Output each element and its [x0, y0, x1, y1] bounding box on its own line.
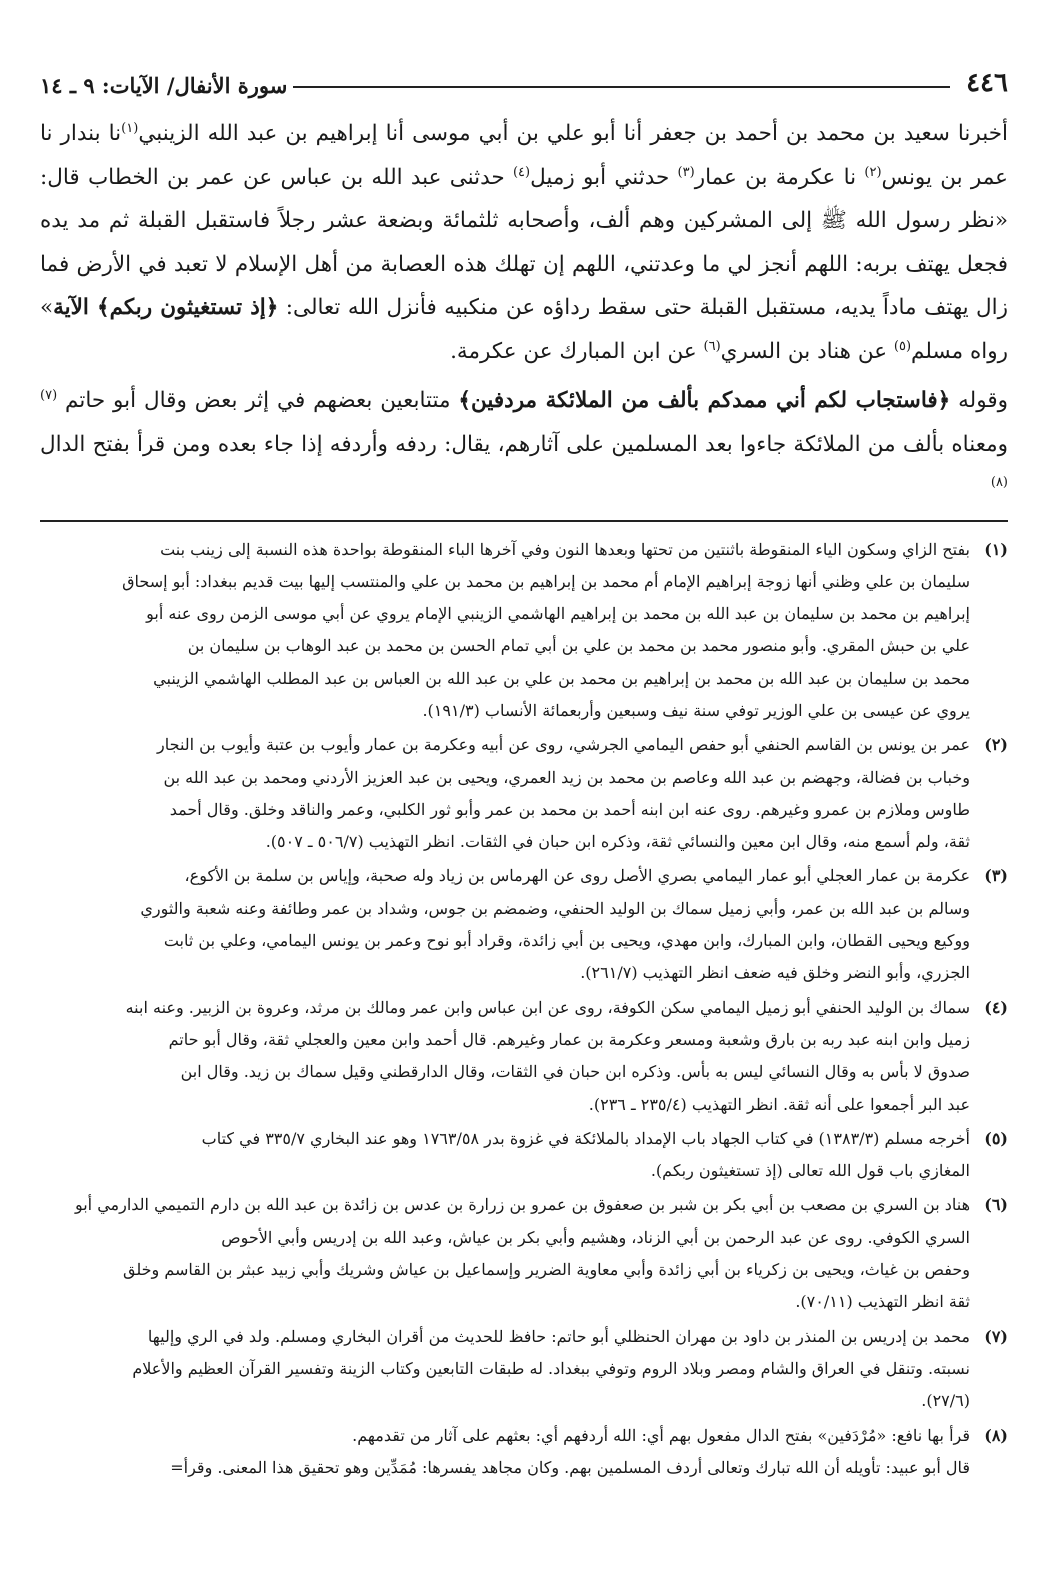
- footnote-text: [40, 1123, 970, 1188]
- paragraph-2: وقوله ﴿فاستجاب لكم أني ممدكم بألف من الملائكة مردفين﴾ متتابعين بعضهم في إثر بعض وقال أبو حاتم $^{(٧)}$ ومعناه بألف من الملائكة جاءوا بعد المسلمين على آثارهم، يقال: ردفه وأردفه إذا جاء بعده ومن قرأ بفتح الدال $^{(٨)}$: [40, 387, 1008, 490]
- footnote-ref: (١): [121, 120, 139, 136]
- footnote-line: ثقة، ولم أسمع منه، وقال ابن معين والنسائي ثقة، وذكره ابن حبان في الثقات. انظر التهذيب (٥٠٦/٧ ـ ٥٠٧).: [265, 832, 970, 852]
- footnote-number: (٥): [984, 1128, 1008, 1148]
- footnote: [40, 1321, 1008, 1418]
- footnotes: [40, 534, 1008, 1485]
- footnote-ref: (٥): [893, 338, 912, 354]
- footnote-line: قرأ بها نافع: «مُرْدَفين» بفتح الدال مفعول بهم أي: الله أردفهم أي: بعثهم على آثار من تقدمهم.: [352, 1425, 970, 1445]
- footnote-line: وحفص بن غياث، ويحيى بن زكرياء بن أبي زائدة وأبي معاوية الضرير وإسماعيل بن عياش وشريك وأبي زبيد عبثر بن القاسم وخلق: [123, 1260, 970, 1280]
- page-header: [40, 62, 1008, 98]
- footnote-ref: (٣): [677, 164, 695, 180]
- footnote-line: يروي عن عيسى بن علي الوزير توفي سنة نيف وسبعين وأربعمائة الأنساب (١٩١/٣).: [422, 700, 970, 720]
- footnote-line: بفتح الزاي وسكون الياء المنقوطة باثنتين من تحتها وبعدها النون وفي آخرها الباء المنقوطة بواحدة هذه النسبة إلى زينب بنت: [160, 539, 970, 559]
- quran-quote: ﴿فاستجاب لكم أني ممدكم بألف من الملائكة مردفين﴾: [458, 388, 951, 413]
- footnote-line: علي بن حبش المقري. وأبو منصور محمد بن محمد بن علي بن أبي تمام الحسن بن محمد بن عبد الوهاب بن سليمان بن: [187, 636, 970, 656]
- footnote: [40, 1420, 1008, 1485]
- footnote: [40, 860, 1008, 989]
- footnote-line: محمد بن إدريس بن المنذر بن داود بن مهران الحنظلي أبو حاتم: حافظ للحديث من أقران البخاري ومسلم. ولد في الري وإليها: [147, 1326, 970, 1346]
- footnote-line: وسالم بن عبد الله بن عمر، وأبي زميل سماك بن الوليد الحنفي، وضمضم بن جوس، وشداد بن عمر وطائفة وعنه شعبة والثوري: [140, 898, 970, 918]
- footnote: [40, 1123, 1008, 1188]
- footnote-ref: (٢): [864, 164, 882, 180]
- page-number: ٤٤٦: [966, 68, 1008, 98]
- footnote: [40, 534, 1008, 728]
- footnote-divider: [40, 520, 1008, 522]
- main-text: [40, 112, 1008, 510]
- footnote-number: (٦): [984, 1195, 1008, 1215]
- footnote: [40, 1189, 1008, 1318]
- quran-quote: ﴿إذ تستغيثون ربكم﴾ الآية: [53, 295, 279, 320]
- footnote-line: السري الكوفي. روى عن عبد الرحمن بن أبي الزناد، وهشيم وأبي بكر بن عياش، وعبد الله بن إدريس وأبي الأحوص: [221, 1227, 970, 1247]
- running-title: سورة الأنفال/ الآيات: ٩ ـ ١٤: [40, 73, 288, 98]
- footnote-number: (١): [984, 539, 1008, 559]
- header-rule: [293, 86, 950, 88]
- footnote: [40, 729, 1008, 858]
- footnote-number: (٤): [984, 997, 1008, 1017]
- footnote-line: عكرمة بن عمار العجلي أبو عمار اليمامي بصري الأصل روى عن الهرماس بن زياد وله صحبة، وإياس بن سلمة بن الأكوع،: [184, 866, 970, 886]
- footnote-text: [40, 534, 970, 728]
- footnote-line: المغازي باب قول الله تعالى (إذ تستغيثون ربكم).: [650, 1161, 970, 1181]
- footnote-text: [40, 1321, 970, 1418]
- footnote-text: [40, 1420, 970, 1485]
- footnote-line: ووكيع ويحيى القطان، وابن المبارك، وابن مهدي، ويحيى بن أبي زائدة، وقراد أبو نوح وعمر بن يونس اليمامي، وعلي بن ثابت: [163, 931, 970, 951]
- footnote-ref: (٧): [40, 387, 58, 403]
- footnote: [40, 992, 1008, 1121]
- footnote-line: نسبته. وتنقل في العراق والشام ومصر وبلاد الروم وتوفي ببغداد. له طبقات التابعين وكتاب الزينة وتفسير القرآن العظيم والأعلام: [132, 1358, 970, 1378]
- footnote-number: (٨): [984, 1425, 1008, 1445]
- footnote-ref: (٤): [512, 164, 531, 180]
- footnote-line: وخباب بن فضالة، وجهضم بن عبد الله وعاصم بن محمد بن زيد العمري، ويحيى بن عبد العزيز الأردني ومحمد بن عبد الله بن: [163, 767, 970, 787]
- footnote-line: عمر بن يونس بن القاسم الحنفي أبو حفص اليمامي الجرشي، روى عن أبيه وعكرمة بن عمار وأيوب بن عتبة وأيوب بن النجار: [157, 735, 970, 755]
- footnote-ref: (٦): [703, 338, 721, 354]
- footnote-line: محمد بن سليمان بن عبد الله بن محمد بن إبراهيم بن محمد بن علي بن عبد الله بن العباس بن عبد المطلب الهاشمي الزينبي: [153, 668, 970, 688]
- footnote-ref: (٨): [990, 474, 1008, 490]
- footnote-text: [40, 860, 970, 989]
- footnote-line: طاوس وملازم بن عمرو وغيرهم. روى عنه ابن ابنه أحمد بن محمد بن عمر وأبو ثور الكلبي، وعمر والناقد وخلق. وقال أحمد: [169, 799, 970, 819]
- footnote-line: الجزري، وأبو النضر وخلق فيه ضعف انظر التهذيب (٢٦١/٧).: [580, 963, 970, 983]
- footnote-text: [40, 729, 970, 858]
- footnote-text: [40, 1189, 970, 1318]
- footnote-line: صدوق لا بأس به وقال النسائي ليس به بأس. وذكره ابن حبان في الثقات، وقال الدارقطني وقيل سماك بن زيد. وقال ابن: [180, 1062, 970, 1082]
- footnote-line: ثقة انظر التهذيب (٧٠/١١).: [795, 1292, 970, 1312]
- footnote-text: [40, 992, 970, 1121]
- footnote-line: قال أبو عبيد: تأويله أن الله تبارك وتعالى أردف المسلمين بهم. وكان مجاهد يفسرها: مُمَدِّين وهو تحقيق هذا المعنى. وقرأ=: [170, 1457, 970, 1477]
- footnote-number: (٢): [984, 735, 1008, 755]
- footnote-number: (٧): [984, 1326, 1008, 1346]
- footnote-number: (٣): [984, 866, 1008, 886]
- footnote-line: عبد البر أجمعوا على أنه ثقة. انظر التهذيب (٢٣٥/٤ ـ ٢٣٦).: [588, 1094, 970, 1114]
- footnote-line: سليمان بن علي وظني أنها زوجة إبراهيم الإمام أم محمد بن إبراهيم بن محمد بن علي والمنتسب إليها بيت قديم ببغداد: أبو إسحاق: [122, 571, 970, 591]
- footnote-line: أخرجه مسلم (١٣٨٣/٣) في كتاب الجهاد باب الإمداد بالملائكة في غزوة بدر ١٧٦٣/٥٨ وهو عند البخاري ٣٣٥/٧ في كتاب: [201, 1128, 970, 1148]
- footnote-line: إبراهيم بن محمد بن سليمان بن عبد الله بن محمد بن إبراهيم الهاشمي الزينبي الإمام يروي عن أبي موسى الزمن روى عنه أبو: [146, 604, 970, 624]
- footnote-line: سماك بن الوليد الحنفي أبو زميل اليمامي سكن الكوفة، روى عن ابن عباس وابن عمر ومالك بن مرثد، وعروة بن الزبير. وعنه ابنه: [125, 997, 970, 1017]
- footnote-line: هناد بن السري بن مصعب بن أبي بكر بن شبر بن صعفوق بن عمرو بن زرارة بن عدس بن زائدة بن عبد الله بن دارم التميمي الدارمي أبو: [74, 1195, 970, 1215]
- paragraph-1: أخبرنا سعيد بن محمد بن أحمد بن جعفر أنا أبو علي بن أبي موسى أنا إبراهيم بن عبد الله الزينبي$^{(١)}$نا بندار نا عمر بن يونس$^{(٢)}$ نا عكرمة بن عمار$^{(٣)}$ حدثني أبو زميل$^{(٤)}$ حدثنى عبد الله بن عباس عن عمر بن الخطاب قال: «نظر رسول الله ﷺ إلى المشركين وهم ألف، وأصحابه ثلثمائة وبضعة عشر رجلاً فاستقبل القبلة ثم مد يده فجعل يهتف بربه: اللهم أنجز لي ما وعدتني، اللهم إن تهلك هذه العصابة من أهل الإسلام لا تعبد في الأرض فما زال يهتف ماداً يديه، مستقبل القبلة حتى سقط رداؤه عن منكبيه فأنزل الله تعالى: ﴿إذ تستغيثون ربكم﴾ الآية» رواه مسلم$^{(٥)}$ عن هناد بن السري$^{(٦)}$ عن ابن المبارك عن عكرمة.: [40, 120, 1009, 364]
- footnote-line: زميل وابن ابنه عبد ربه بن بارق وشعبة ومسعر وعكرمة بن عمار وغيرهم. قال أحمد وابن معين والعجلي ثقة، وقال أبو حاتم: [168, 1029, 970, 1049]
- footnote-line: (٢٧/٦).: [921, 1391, 970, 1411]
